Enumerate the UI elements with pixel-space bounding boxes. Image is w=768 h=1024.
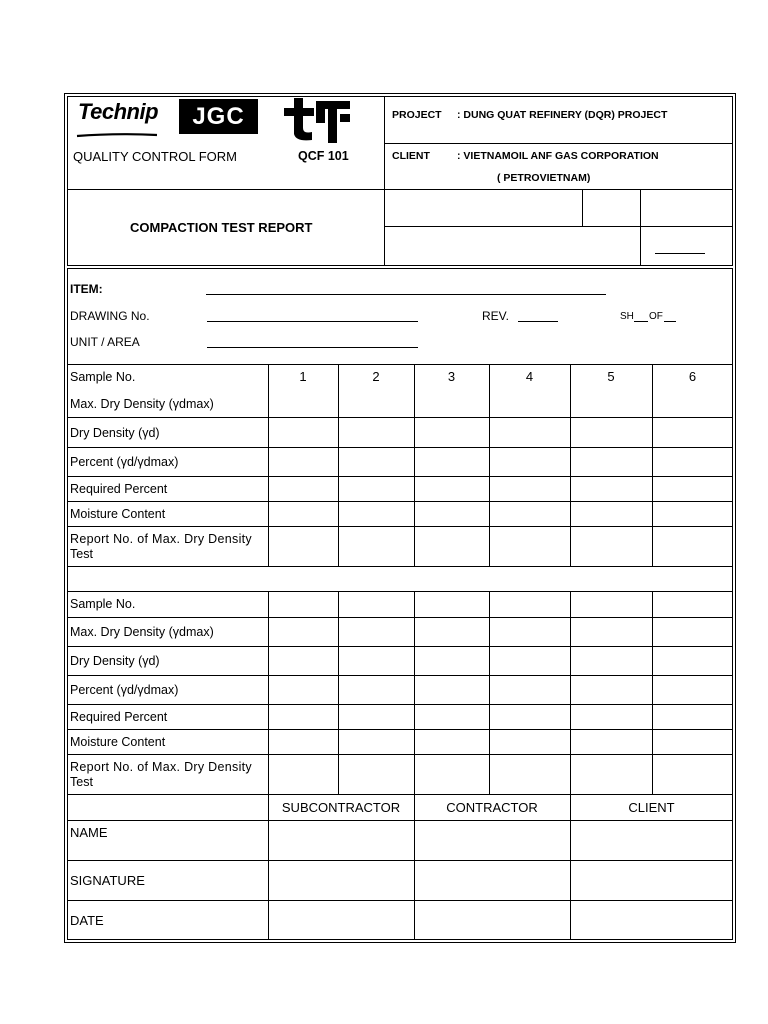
drawing-label: DRAWING No.	[70, 309, 150, 323]
row-label: Report No. of Max. Dry Density	[70, 760, 252, 774]
grid-col-rule	[570, 794, 571, 940]
grid-rule	[67, 526, 733, 527]
row-label: Percent (γd/γdmax)	[70, 683, 179, 697]
grid-rule	[67, 729, 733, 730]
column-number: 3	[447, 369, 456, 384]
column-number: 4	[525, 369, 534, 384]
grid-rule	[67, 704, 733, 705]
unit-area-field[interactable]	[207, 347, 418, 348]
grid-col-rule	[268, 591, 269, 794]
grid-col-rule	[652, 364, 653, 566]
row-label: Sample No.	[70, 370, 136, 384]
grid-rule	[67, 754, 733, 755]
header-frame	[67, 96, 733, 266]
party-client: CLIENT	[628, 800, 675, 815]
signoff-row-date: DATE	[70, 913, 104, 928]
row-label: Max. Dry Density (γdmax)	[70, 625, 214, 639]
row-label: Moisture Content	[70, 507, 166, 521]
header-divider	[384, 96, 385, 266]
row-label: Report No. of Max. Dry Density	[70, 532, 252, 546]
project-value: : DUNG QUAT REFINERY (DQR) PROJECT	[457, 109, 668, 121]
form-code: QCF 101	[298, 149, 349, 163]
grid-rule	[67, 820, 733, 821]
grid-rule	[67, 646, 733, 647]
of-field[interactable]	[664, 321, 676, 322]
party-contractor: CONTRACTOR	[446, 800, 538, 815]
grid-col-rule	[652, 591, 653, 794]
report-title: COMPACTION TEST REPORT	[130, 220, 313, 235]
row-label: Max. Dry Density (γdmax)	[70, 397, 214, 411]
grid-col-rule	[570, 591, 571, 794]
grid-rule	[67, 675, 733, 676]
grid-col-rule	[489, 364, 490, 566]
grid-rule	[67, 447, 733, 448]
row-label: Test	[70, 547, 93, 561]
party-subcontractor: SUBCONTRACTOR	[281, 800, 401, 815]
client-value-2: ( PETROVIETNAM)	[497, 172, 591, 184]
sheet-field[interactable]	[634, 321, 648, 322]
column-number: 5	[607, 369, 615, 384]
grid-col-rule	[489, 591, 490, 794]
rev-label: REV.	[482, 309, 509, 323]
row-label: Required Percent	[70, 710, 168, 724]
body-frame	[67, 268, 733, 940]
header-blank-line[interactable]	[655, 253, 705, 254]
form-type: QUALITY CONTROL FORM	[73, 149, 237, 164]
grid-rule	[67, 900, 733, 901]
row-label: Percent (γd/γdmax)	[70, 455, 179, 469]
row-label: Required Percent	[70, 482, 168, 496]
grid-rule	[67, 617, 733, 618]
client-label: CLIENT	[392, 150, 430, 162]
header-right-rule-3	[384, 226, 733, 227]
header-right-rule-2	[384, 189, 733, 190]
jgc-logo: JGC	[179, 99, 258, 134]
column-number: 1	[299, 369, 307, 384]
grid-rule	[67, 860, 733, 861]
grid-col-rule	[414, 794, 415, 940]
grid-rule	[67, 501, 733, 502]
row-label: Dry Density (γd)	[70, 654, 160, 668]
grid-rule	[67, 364, 733, 365]
unit-area-label: UNIT / AREA	[70, 335, 140, 349]
header-right-vrule-2	[640, 189, 641, 266]
column-number: 6	[688, 369, 697, 384]
grid-rule	[67, 566, 733, 567]
rev-field[interactable]	[518, 321, 558, 322]
project-label: PROJECT	[392, 109, 442, 121]
drawing-field[interactable]	[207, 321, 418, 322]
grid-col-rule	[338, 591, 339, 794]
grid-rule	[67, 417, 733, 418]
signoff-row-signature: SIGNATURE	[70, 873, 145, 888]
header-left-rule	[67, 189, 384, 190]
item-field[interactable]	[206, 294, 606, 295]
row-label: Moisture Content	[70, 735, 166, 749]
grid-col-rule	[414, 364, 415, 566]
item-label: ITEM:	[70, 282, 103, 296]
grid-rule	[67, 591, 733, 592]
technip-swoosh	[76, 126, 158, 130]
signoff-row-name: NAME	[70, 825, 108, 840]
grid-col-rule	[570, 364, 571, 566]
header-right-vrule-1	[582, 189, 583, 226]
grid-col-rule	[414, 591, 415, 794]
grid-col-rule	[338, 364, 339, 566]
grid-rule	[67, 476, 733, 477]
grid-rule	[67, 794, 733, 795]
row-label: Test	[70, 775, 93, 789]
grid-col-rule	[268, 364, 269, 566]
column-number: 2	[372, 369, 380, 384]
row-label: Dry Density (γd)	[70, 426, 160, 440]
client-value: : VIETNAMOIL ANF GAS CORPORATION	[457, 150, 659, 162]
header-right-rule-1	[384, 143, 733, 144]
tecnicas-reunidas-logo	[282, 98, 352, 144]
of-label: OF	[649, 311, 663, 322]
grid-col-rule	[268, 794, 269, 940]
row-label: Sample No.	[70, 597, 136, 611]
sheet-label: SH	[620, 311, 634, 322]
technip-logo: Technip	[78, 99, 159, 124]
